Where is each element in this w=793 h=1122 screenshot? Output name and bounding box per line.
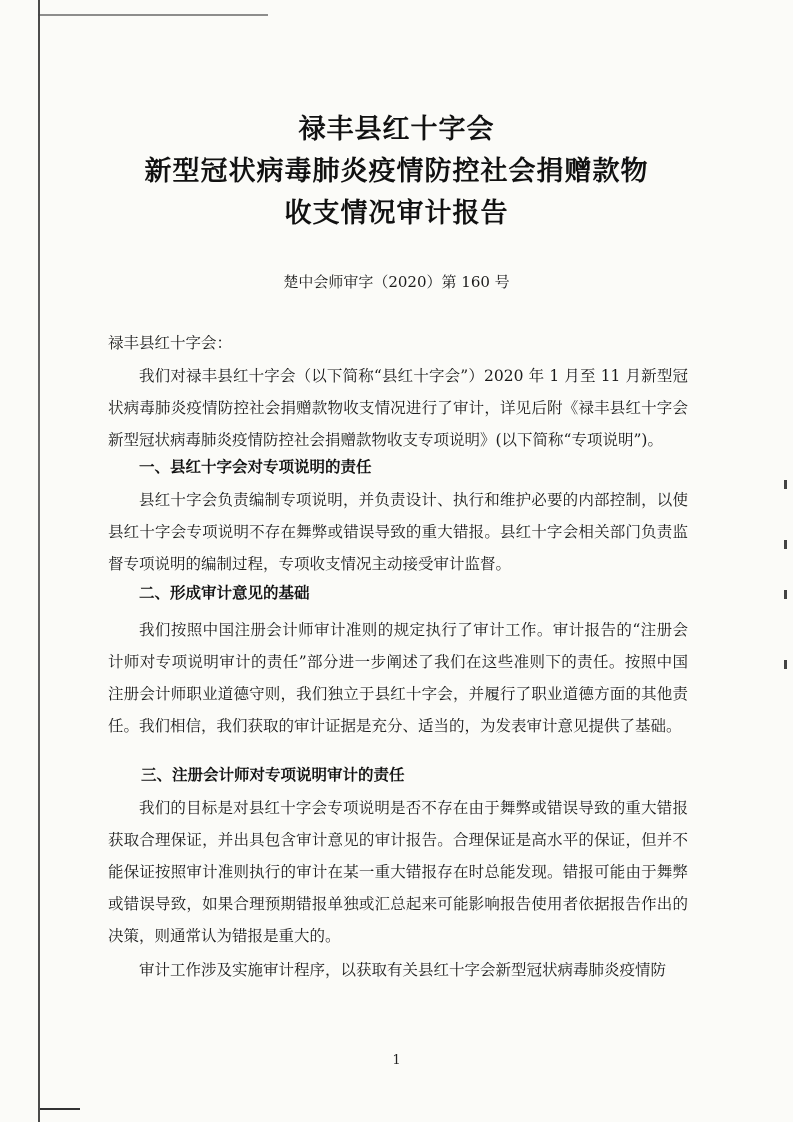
scan-top-edge [38, 14, 268, 16]
paragraph-procedures: 审计工作涉及实施审计程序，以获取有关县红十字会新型冠状病毒肺炎疫情防 [139, 961, 667, 979]
section-heading-1: 一、县红十字会对专项说明的责任 [139, 458, 372, 476]
report-title-line-1: 禄丰县红十字会 [298, 114, 495, 145]
scan-bottom-corner [40, 1108, 80, 1110]
paragraph-responsibility: 县红十字会负责编制专项说明，并负责设计、执行和维护必要的内部控制，以使县红十字会专项说明不存在舞弊或错误导致的重大错报。县红十字会相关部门负责监督专项说明的编制过程，专项收支情况主动接受审计监督。 [108, 491, 688, 573]
paragraph-basis: 我们按照中国注册会计师审计准则的规定执行了审计工作。审计报告的“注册会计师对专项说明审计的责任”部分进一步阐述了我们在这些准则下的责任。按照中国注册会计师职业道德守则，我们独立于县红十字会，并履行了职业道德方面的其他责任。我们相信，我们获取的审计证据是充分、适当的，为发表审计意见提供了基础。 [108, 621, 688, 735]
document-number: 楚中会师审字（2020）第 160 号 [283, 273, 510, 291]
report-title-line-3: 收支情况审计报告 [284, 198, 509, 229]
paragraph-intro: 我们对禄丰县红十字会（以下简称“县红十字会”）2020 年 1 月至 11 月新型冠状病毒肺炎疫情防控社会捐赠款物收支情况进行了审计，详见后附《禄丰县红十字会新型冠状病毒肺炎疫情防控社会捐赠款物收支专项说明》(以下简称“专项说明”)。 [108, 367, 688, 449]
addressee: 禄丰县红十字会： [108, 334, 233, 352]
section-heading-2: 二、形成审计意见的基础 [139, 584, 310, 602]
page-number: 1 [392, 1053, 401, 1068]
report-title-line-2: 新型冠状病毒肺炎疫情防控社会捐赠款物 [144, 156, 649, 187]
scan-right-marks [784, 480, 788, 680]
section-heading-3: 三、注册会计师对专项说明审计的责任 [141, 766, 405, 784]
paragraph-auditor-responsibility: 我们的目标是对县红十字会专项说明是否不存在由于舞弊或错误导致的重大错报获取合理保证，并出具包含审计意见的审计报告。合理保证是高水平的保证，但并不能保证按照审计准则执行的审计在某一重大错报存在时总能发现。错报可能由于舞弊或错误导致，如果合理预期错报单独或汇总起来可能影响报告使用者依据报告作出的决策，则通常认为错报是重大的。 [108, 799, 688, 945]
